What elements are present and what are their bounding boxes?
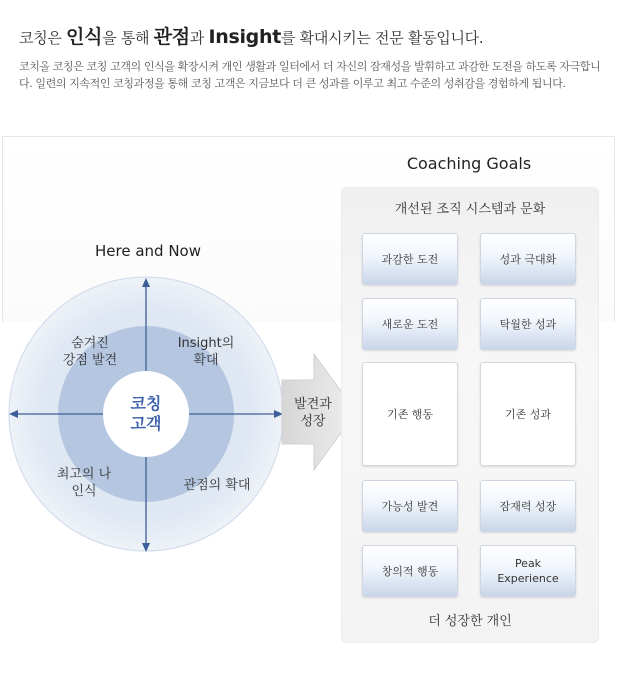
headline-part2: 을 통해 — [102, 29, 154, 47]
goal-box-peak-experience: Peak Experience — [480, 545, 576, 597]
goal-box-discover-potential: 가능성 발견 — [362, 480, 458, 532]
arrow-line1: 발견과 — [294, 397, 332, 412]
goal-box-maximize-performance: 성과 극대화 — [480, 233, 576, 285]
center-label — [106, 394, 186, 434]
quadrant-bottom-right — [172, 477, 262, 494]
quadrant-top-right — [166, 335, 246, 369]
headline-part4: 를 확대시키는 전문 활동입니다. — [280, 29, 484, 47]
q2-line1: Insight의 — [177, 336, 235, 351]
q3-line2: 인식 — [71, 484, 97, 499]
individual-label: 더 성장한 개인 — [428, 614, 512, 629]
goal-box-potential-growth: 잠재력 성장 — [480, 480, 576, 532]
arrow-line2: 성장 — [300, 414, 326, 429]
description: 코치올 코칭은 코칭 고객의 인식을 확장시켜 개인 생활과 일터에서 더 자신의 잠재성을 발휘하고 과감한 도전을 하도록 자극합니다. 일련의 지속적인 코칭과정을 통해 코칭 고객은 지금보다 더 큰 성과를 이루고 최고 수준의 성취감을 경험하게 됩니다. — [19, 60, 601, 90]
q2-line2: 확대 — [193, 353, 219, 368]
goal-box-new-challenge: 새로운 도전 — [362, 298, 458, 350]
headline-part3: 과 — [189, 29, 209, 47]
q1-line2: 강점 발견 — [62, 353, 118, 368]
q3-line1: 최고의 나 — [56, 467, 112, 482]
org-label: 개선된 조직 시스템과 문화 — [394, 202, 546, 217]
arrow-label — [283, 396, 343, 430]
center-line2: 고객 — [130, 414, 162, 433]
headline-bold-3: Insight — [208, 26, 281, 48]
goals-title: Coaching Goals — [406, 154, 532, 173]
headline-bold-2: 관점 — [153, 26, 190, 48]
circle-title: Here and Now — [95, 242, 201, 260]
goal-box-creative-behavior: 창의적 행동 — [362, 545, 458, 597]
quadrant-bottom-left — [44, 466, 124, 500]
goal-box-existing-behavior: 기존 행동 — [362, 362, 458, 466]
center-line1: 코칭 — [130, 394, 162, 413]
quadrant-top-left — [50, 335, 130, 369]
goal-box-bold-challenge: 과감한 도전 — [362, 233, 458, 285]
goal-box-excellent-performance: 탁월한 성과 — [480, 298, 576, 350]
headline — [19, 22, 483, 49]
q4-label: 관점의 확대 — [183, 478, 251, 493]
q1-line1: 숨겨진 — [71, 336, 109, 351]
headline-part1: 코칭은 — [19, 29, 67, 47]
headline-bold-1: 인식 — [66, 26, 103, 48]
goal-box-existing-performance: 기존 성과 — [480, 362, 576, 466]
